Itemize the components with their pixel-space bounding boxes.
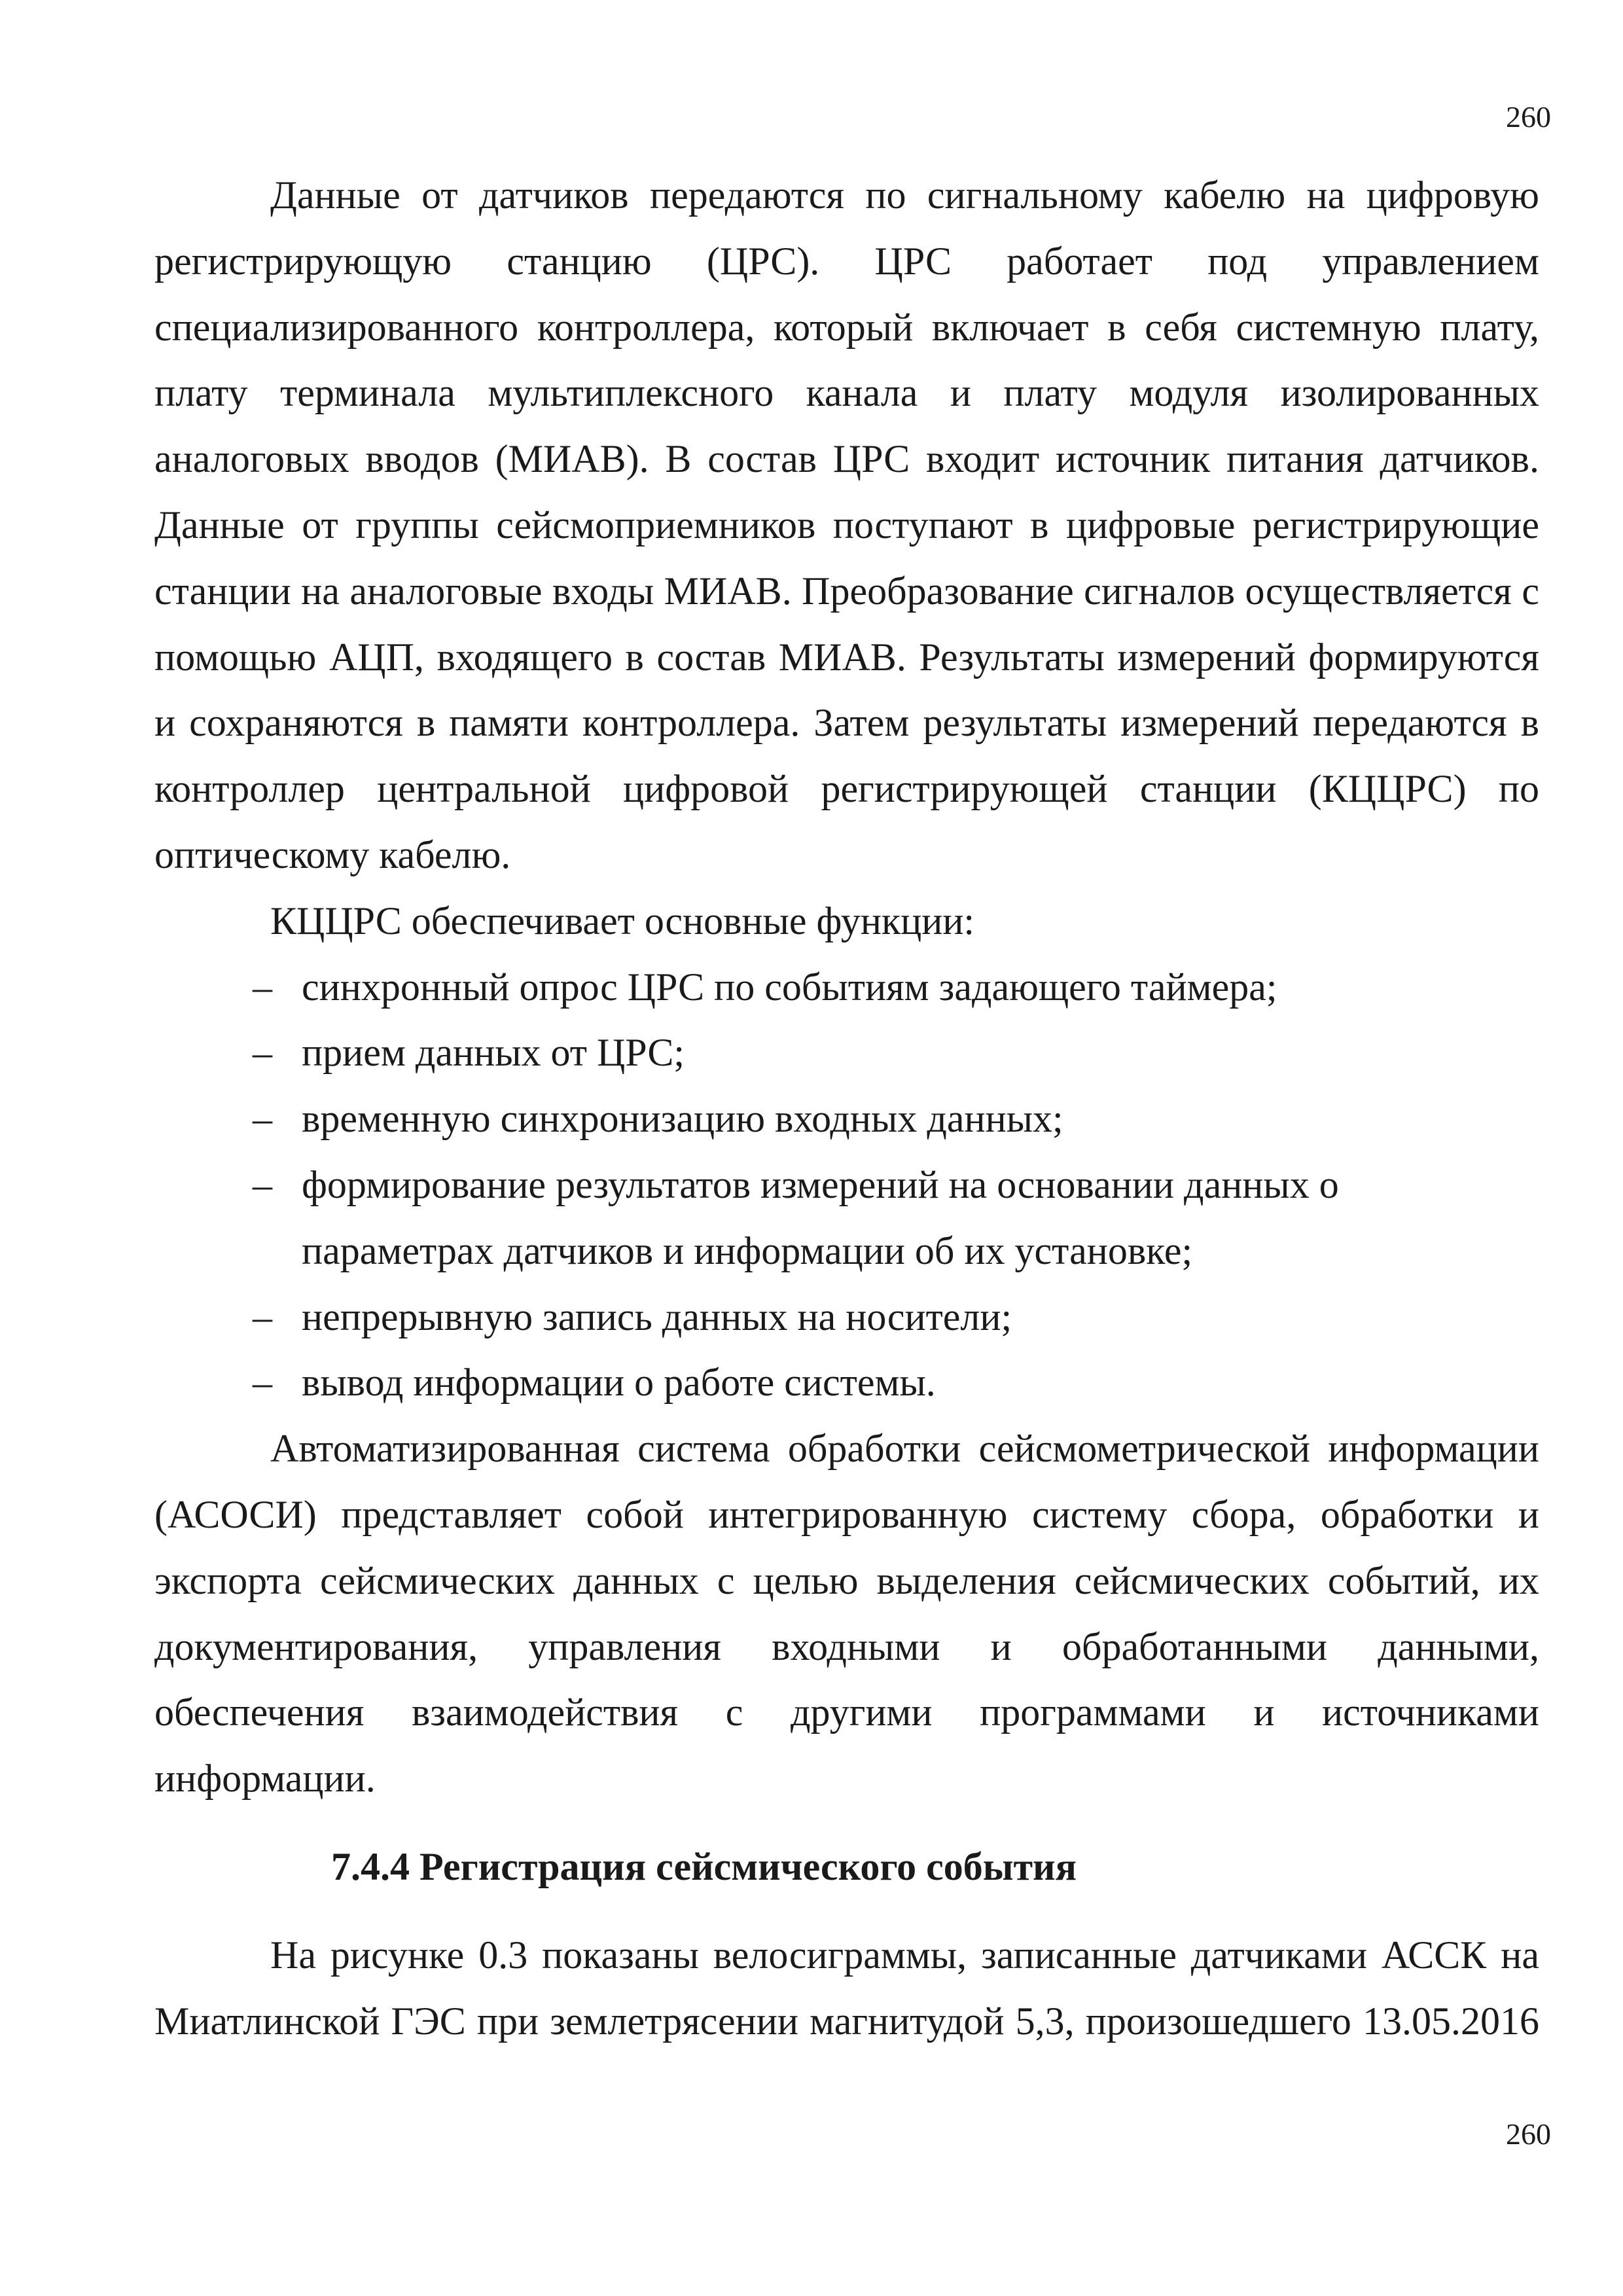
dash-bullet: –: [253, 1031, 272, 1075]
section-heading: 7.4.4 Регистрация сейсмического события: [331, 1844, 1077, 1888]
paragraph-data-transmission: Данные от датчиков передаются по сигнальному кабелю на цифровую регистрирующую станцию (ЦРС). ЦРС работает под управлением специализированного контроллера, который включает в себя системную плату, плату терминала мультиплексного канала и плату модуля изолированных аналоговых вводов (МИАВ). В состав ЦРС входит источник питания датчиков. Данные от группы сейсмоприемников поступают в цифровые регистрирующие станции на аналоговые входы МИАВ. Преобразование сигналов осуществляется с помощью АЦП, входящего в состав МИАВ. Результаты измерений формируются и сохраняются в памяти контроллера. Затем результаты измерений передаются в контроллер центральной цифровой регистрирующей станции (КЦЦРС) по оптическому кабелю.: [154, 173, 1539, 876]
list-item: – временную синхронизацию входных данных;: [154, 1086, 1539, 1152]
page-number-top: 260: [1506, 100, 1551, 134]
list-item: – формирование результатов измерений на основании данных о параметрах датчиков и информации об их установке;: [154, 1152, 1539, 1284]
dash-bullet: –: [253, 1162, 272, 1206]
dash-bullet: –: [253, 1097, 272, 1141]
functions-list: [154, 954, 1539, 1416]
page-content: [154, 162, 1539, 2054]
dash-bullet: –: [253, 965, 272, 1009]
list-item: – прием данных от ЦРС;: [154, 1020, 1539, 1086]
list-item: – синхронный опрос ЦРС по событиям задающего таймера;: [154, 954, 1539, 1020]
dash-bullet: –: [253, 1295, 272, 1338]
paragraph-kccrs-intro: КЦЦРС обеспечивает основные функции:: [270, 899, 975, 942]
list-item: – непрерывную запись данных на носители;: [154, 1284, 1539, 1350]
paragraph-asosi: Автоматизированная система обработки сейсмометрической информации (АСОСИ) представляет собой интегрированную систему сбора, обработки и экспорта сейсмических данных с целью выделения сейсмических событий, их документирования, управления входными и обработанными данными, обеспечения взаимодействия с другими программами и источниками информации.: [154, 1427, 1539, 1801]
list-item: – вывод информации о работе системы.: [154, 1350, 1539, 1416]
paragraph-velocigrams: На рисунке 0.3 показаны велосиграммы, записанные датчиками АССК на Миатлинской ГЭС при землетрясении магнитудой 5,3, произошедшего 13.05.2016: [154, 1933, 1539, 2043]
page-number-bottom: 260: [1506, 2117, 1551, 2151]
dash-bullet: –: [253, 1361, 272, 1405]
